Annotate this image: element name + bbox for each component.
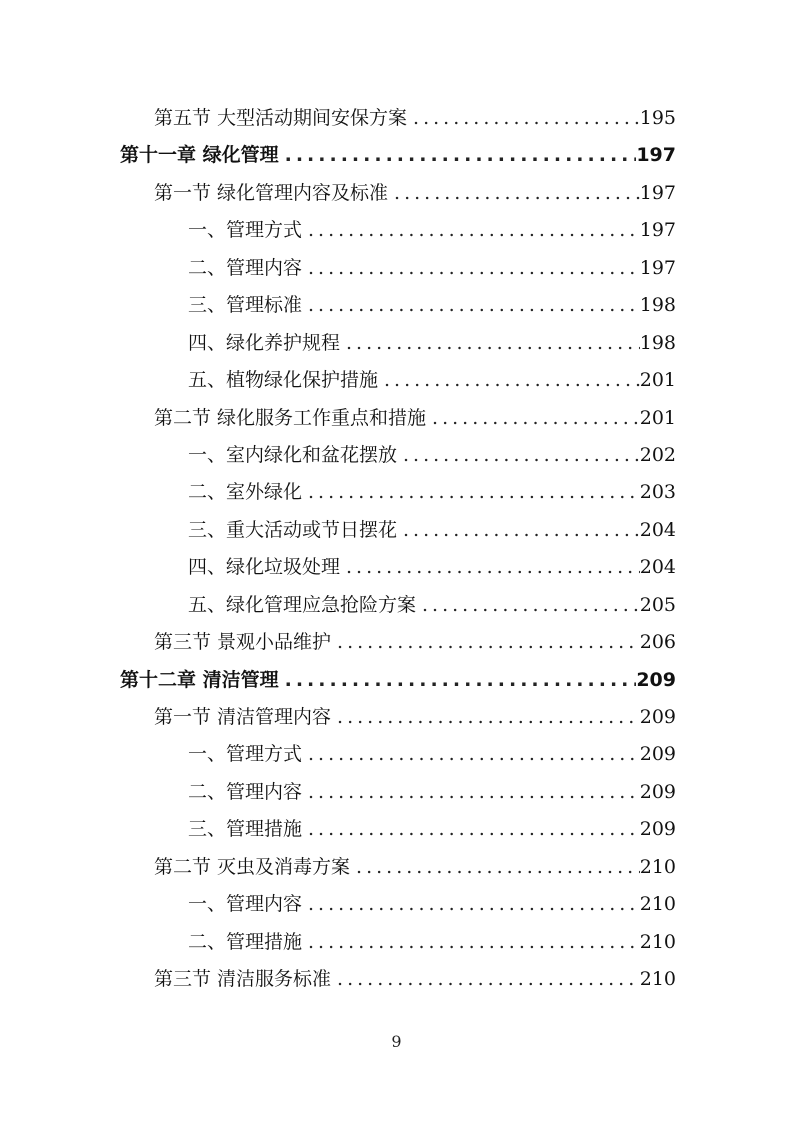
toc-dot-leader	[302, 212, 640, 249]
toc-dot-leader	[302, 474, 640, 511]
toc-dot-leader	[331, 624, 640, 661]
toc-entry-title: 一、管理方式	[188, 219, 303, 242]
toc-entry-page-number: 209	[636, 668, 676, 691]
toc-section-entry[interactable]	[120, 961, 676, 998]
toc-subsection-entry[interactable]	[120, 474, 676, 511]
toc-section-entry[interactable]	[120, 175, 676, 212]
toc-dot-leader	[388, 175, 640, 212]
toc-entry-title: 五、植物绿化保护措施	[188, 369, 379, 392]
toc-dot-leader	[302, 250, 640, 287]
toc-dot-leader	[302, 811, 640, 848]
toc-entry-page-number: 197	[639, 256, 676, 279]
toc-entry-title: 二、管理措施	[188, 930, 303, 953]
toc-entry-title: 三、管理标准	[188, 294, 303, 317]
toc-entry-title: 第十二章 清洁管理	[120, 668, 279, 691]
toc-section-entry[interactable]	[120, 849, 676, 886]
toc-section-entry[interactable]	[120, 624, 676, 661]
toc-section-entry[interactable]	[120, 100, 676, 137]
toc-dot-leader	[279, 662, 637, 699]
toc-dot-leader	[302, 886, 640, 923]
toc-entry-title: 第五节 大型活动期间安保方案	[154, 107, 408, 129]
toc-entry-title: 第二节 绿化服务工作重点和措施	[154, 406, 427, 429]
toc-subsection-entry[interactable]	[120, 811, 676, 848]
toc-dot-leader	[302, 924, 640, 961]
toc-chapter-entry[interactable]	[120, 662, 676, 699]
toc-entry-page-number: 204	[639, 556, 676, 579]
toc-dot-leader	[302, 287, 640, 324]
toc-entry-page-number: 209	[639, 706, 676, 728]
toc-entry-title: 第二节 灭虫及消毒方案	[154, 855, 351, 878]
toc-subsection-entry[interactable]	[120, 325, 676, 362]
toc-entry-page-number: 205	[639, 593, 676, 616]
toc-dot-leader	[302, 774, 640, 811]
toc-dot-leader	[331, 699, 640, 736]
toc-entry-title: 第一节 绿化管理内容及标准	[154, 181, 389, 204]
toc-subsection-entry[interactable]	[120, 512, 676, 549]
toc-entry-page-number: 198	[639, 331, 676, 354]
toc-entry-page-number: 206	[639, 631, 676, 654]
toc-subsection-entry[interactable]	[120, 212, 676, 249]
toc-entry-title: 二、室外绿化	[188, 481, 303, 504]
toc-entry-title: 四、绿化养护规程	[188, 331, 341, 354]
toc-entry-title: 第一节 清洁管理内容	[154, 706, 332, 728]
toc-subsection-entry[interactable]	[120, 924, 676, 961]
toc-entry-page-number: 197	[639, 219, 676, 242]
toc-subsection-entry[interactable]	[120, 549, 676, 586]
toc-entry-title: 第三节 景观小品维护	[154, 631, 332, 654]
toc-dot-leader	[378, 362, 640, 399]
toc-subsection-entry[interactable]	[120, 437, 676, 474]
toc-subsection-entry[interactable]	[120, 886, 676, 923]
toc-entry-title: 三、重大活动或节日摆花	[188, 518, 398, 541]
toc-entry-title: 五、绿化管理应急抢险方案	[188, 593, 417, 616]
toc-subsection-entry[interactable]	[120, 736, 676, 773]
table-of-contents	[120, 100, 676, 999]
toc-entry-page-number: 204	[639, 518, 676, 541]
toc-dot-leader	[397, 437, 640, 474]
toc-subsection-entry[interactable]	[120, 250, 676, 287]
toc-dot-leader	[340, 325, 640, 362]
toc-entry-page-number: 209	[639, 780, 676, 803]
toc-entry-page-number: 210	[639, 855, 676, 878]
toc-chapter-entry[interactable]	[120, 137, 676, 174]
toc-entry-page-number: 201	[639, 369, 676, 392]
toc-entry-title: 四、绿化垃圾处理	[188, 556, 341, 579]
toc-subsection-entry[interactable]	[120, 774, 676, 811]
toc-dot-leader	[416, 587, 640, 624]
toc-section-entry[interactable]	[120, 400, 676, 437]
toc-entry-title: 二、管理内容	[188, 256, 303, 279]
toc-entry-page-number: 202	[639, 443, 676, 466]
toc-entry-page-number: 210	[639, 893, 676, 916]
toc-dot-leader	[397, 512, 640, 549]
toc-entry-page-number: 210	[639, 968, 676, 991]
toc-dot-leader	[279, 137, 637, 174]
toc-entry-title: 一、管理内容	[188, 893, 303, 916]
toc-entry-page-number: 209	[639, 743, 676, 766]
toc-entry-page-number: 201	[639, 406, 676, 429]
toc-dot-leader	[407, 100, 640, 137]
toc-dot-leader	[426, 400, 640, 437]
toc-subsection-entry[interactable]	[120, 287, 676, 324]
toc-entry-page-number: 203	[639, 481, 676, 504]
toc-entry-title: 二、管理内容	[188, 780, 303, 803]
toc-section-entry[interactable]	[120, 699, 676, 736]
toc-entry-title: 第三节 清洁服务标准	[154, 968, 332, 991]
toc-entry-page-number: 195	[639, 107, 676, 129]
toc-entry-title: 第十一章 绿化管理	[120, 144, 279, 167]
toc-subsection-entry[interactable]	[120, 362, 676, 399]
toc-entry-title: 一、管理方式	[188, 743, 303, 766]
toc-dot-leader	[350, 849, 640, 886]
toc-entry-title: 三、管理措施	[188, 818, 303, 841]
toc-entry-page-number: 209	[639, 818, 676, 841]
page-number: 9	[391, 1032, 402, 1051]
toc-entry-page-number: 197	[636, 144, 676, 167]
toc-entry-page-number: 197	[639, 181, 676, 204]
toc-subsection-entry[interactable]	[120, 587, 676, 624]
toc-dot-leader	[340, 549, 640, 586]
toc-dot-leader	[302, 736, 640, 773]
toc-entry-page-number: 210	[639, 930, 676, 953]
toc-entry-page-number: 198	[639, 294, 676, 317]
toc-entry-title: 一、室内绿化和盆花摆放	[188, 443, 398, 466]
toc-dot-leader	[331, 961, 640, 998]
